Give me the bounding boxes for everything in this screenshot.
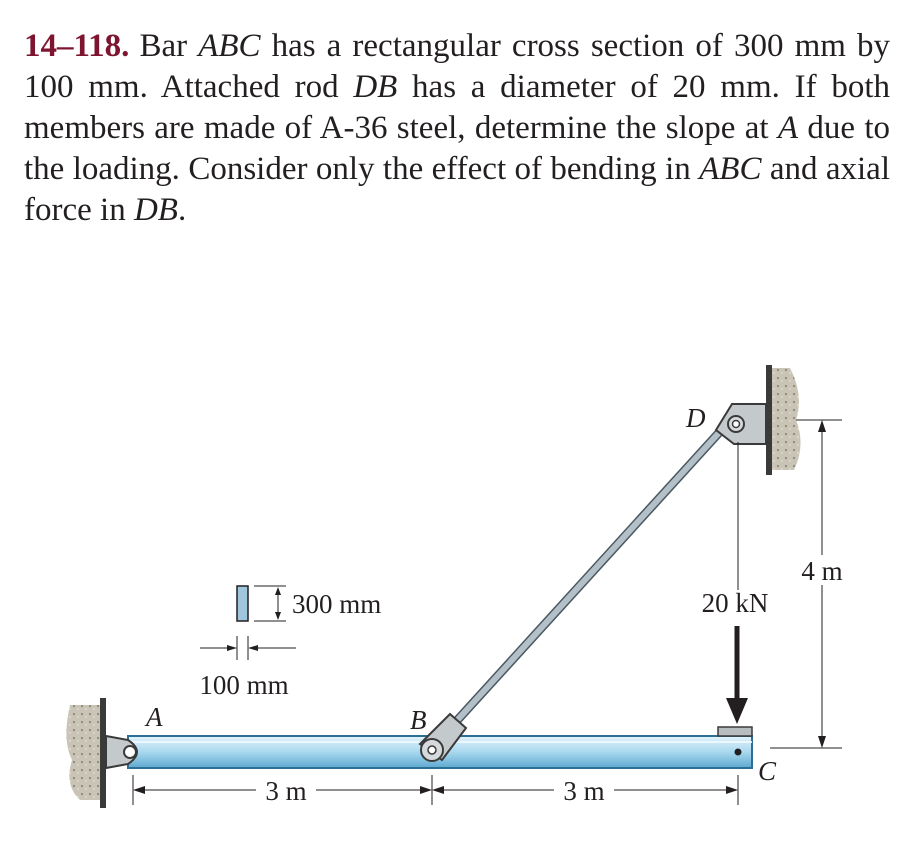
left-wall-support — [66, 698, 106, 808]
load-label: 20 kN — [701, 588, 769, 618]
load-arrow — [702, 588, 769, 724]
problem-seg-4: has a diameter of 20 mm. If both members are made of A-36 steel, determine the slope at — [24, 69, 890, 146]
problem-seg-8: and axial force in — [24, 151, 891, 228]
point-c-label: C — [758, 756, 777, 786]
right-wall-support — [766, 365, 801, 475]
rod-db — [432, 425, 726, 748]
problem-seg-6: due to the loading. Consider only the effect of bending in — [24, 110, 890, 187]
section-width-label: 100 mm — [199, 670, 289, 700]
span-dimensions — [133, 775, 738, 806]
problem-seg-10: . — [177, 192, 187, 228]
height-label: 4 m — [801, 556, 843, 586]
problem-seg-9: DB — [133, 192, 178, 228]
problem-seg-0: Bar — [139, 28, 199, 64]
span-bc-label: 3 m — [563, 776, 605, 806]
point-a-label: A — [146, 702, 163, 732]
problem-seg-5: A — [777, 110, 799, 146]
problem-seg-1: ABC — [198, 28, 261, 64]
cross-section-inset — [199, 586, 381, 700]
problem-seg-2: has a rectangular cross section of 300 mm by 100 mm. Attached rod — [24, 28, 890, 105]
span-ab-label: 3 m — [265, 776, 307, 806]
pin-connection-d — [716, 404, 766, 444]
section-height-label: 300 mm — [292, 589, 382, 619]
point-b-label: B — [410, 705, 427, 735]
problem-seg-3: DB — [353, 69, 398, 105]
point-d-label: D — [686, 403, 706, 433]
problem-seg-7: ABC — [699, 151, 762, 187]
problem-number: 14–118. — [24, 28, 130, 64]
